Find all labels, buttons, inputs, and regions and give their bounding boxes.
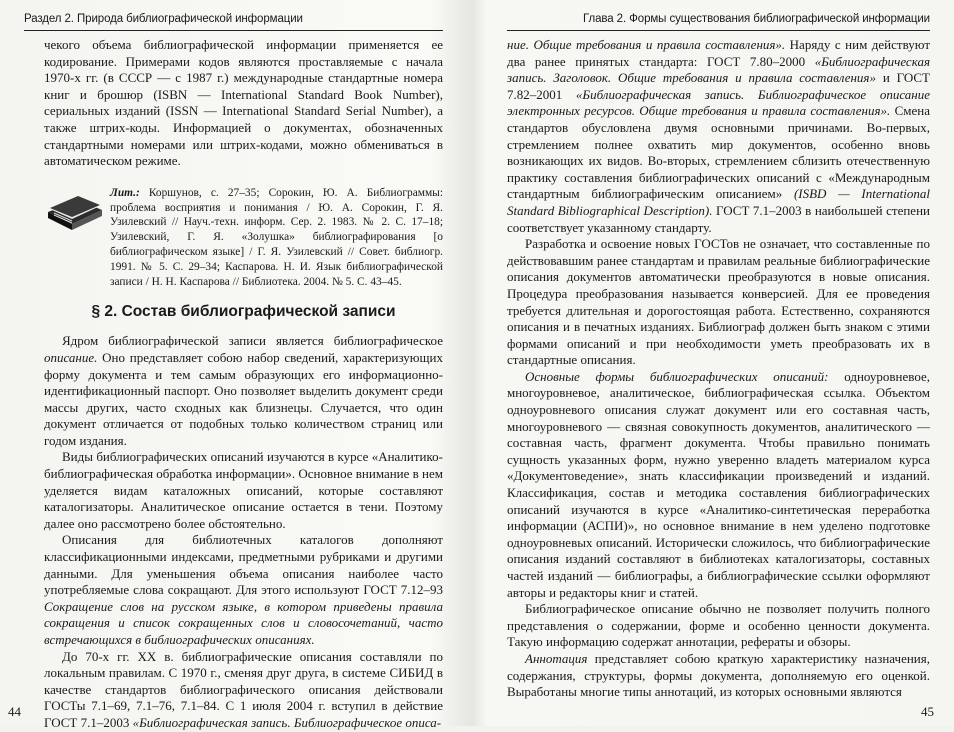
page-number: 45 [921,704,934,719]
paragraph: До 70-х гг. XX в. библиографические описания составляли по локальным правилам. С 1970 г., сменяя друг друга, в системе СИБИД в качестве стандартов библиографического описания действовали ГОСТы 7.1–69, 7.1–76, 7.1–84. С 1 июля 2004 г. вступил в действие ГОСТ 7.1–2003 «Библиографическая запись. Библиографическое описа- [44,648,443,730]
paragraph: Библиографическое описание обычно не позволяет получить полного представления о содержании, форме и особенно ценности документа. Такую информацию содержат аннотации, рефераты и обзоры. [507,601,930,650]
paragraph: Разработка и освоение новых ГОСТов не означает, что составленные по действовавшим ранее стандартам и правилам реальные библиографические описания документов автоматически преобразуются в новые описания. Процедура преобразования называется конверсией. Для ее проведения требуется длительная и дорогостоящая работа. Естественно, сохраняются описания и в печатных изданиях. Библиограф должен быть знаком с этими формами описаний и при необходимости уметь преобразовать их в стандартные описания. [507,236,930,368]
paragraph: Ядром библиографической записи является библиографическое описание. Оно представляет собою набор сведений, характеризующих форму документа и тем самым образующих его информационно-идентификационный паспорт. Оно позволяет выделить документ среди массы других, часто сходных как близнецы. Случается, что один документ отличается от подобных только количеством страниц или годом издания. [44,333,443,448]
left-page [0,0,475,730]
literature-text: Лит.: Коршунов, с. 27–35; Сорокин, Ю. А. Библиограммы: проблема восприятия и понимания / Ю. А. Сорокин, Г. Я. Узилевский // Науч.-техн. информ. Сер. 2. 1983. № 2. С. 17–18; Узилевский, Г. Я. «Золушка» библиографирования [о библиографическом языке] / Г. Я. Узилевский // Совет. библиогр. 1991. № 5. С. 29–34; Каспарова. Н. И. Язык библиографической записи / Н. Н. Каспарова // Библиотека. 2004. № 5. С. 43–45. [110,186,443,288]
right-running-header: Глава 2. Формы существования библиографической информации [507,8,930,31]
paragraph: Описания для библиотечных каталогов дополняют классификационными индексами, предметными рубриками и другими данными. Для уменьшения объема описания наиболее часто употребляемые слова сокращают. Для этого используют ГОСТ 7.12–93 Сокращение слов на русском языке, в котором приведены правила сокращения и список сокращенных слов и словосочетаний, часто встречающихся в библиографических описаниях. [44,532,443,648]
paragraph: Основные формы библиографических описаний: одноуровневое, многоуровневое, аналитическое, библиографическая ссылка. Объектом одноуровневого описания служат документ или его составная часть, многоуровневого — связная совокупность документов, аналитического — составная часть, фрагмент документа. Чтобы правильно понимать сущность указанных форм, нужно уверенно владеть материалом курса «Документоведение», знать классификации произведений и изданий. Классификация, состав и методика составления библиографических описаний изучаются в курсе «Аналитико-синтетическая переработка информации (АСПИ)», но основное внимание в нем уделено подготовке одноуровневых описаний. Исторически сложилось, что библиографические описания изданий составляют в библиотеках каталогизаторы, составных частей изданий — библиографы, а библиографические ссылки оформляют авторы и редакторы книг и статей. [507,368,930,600]
section-title: § 2. Состав библиографической записи [91,303,396,321]
paragraph: чекого объема библиографической информации применяется ее кодирование. Примерами кодов являются проставляемые с начала 1970-х гг. (в СССР — с 1987 г.) международные стандартные номера книг и брошюр (ISBN — International Standard Book Number), сериальных изданий (ISSN — International Standard Serial Number), а также штрих-коды. Информацией о документах, обозначенных стандартными номерами или штрих-кодами, можно обмениваться в автоматическом режиме. [44,37,443,169]
paragraph: ние. Общие требования и правила составления». Наряду с ним действуют два ранее принятых стандарта: ГОСТ 7.80–2000 «Библиографическая запись. Заголовок. Общие требования и правила составления» и ГОСТ 7.82–2001 «Библиографическая запись. Библиографическое описание электронных ресурсов. Общие требования и правила составления». Смена стандартов обусловлена двумя основными причинами. Во-первых, стремлением полнее охватить мир документов, особенно вновь возникающих их видов. Во-вторых, стремлением сблизить отечественную практику составления библиографических описаний с «Международным стандартным библиографическим описанием» (ISBD — International Standard Bibliographical Description). ГОСТ 7.1–2003 в наибольшей степени соответствует указанному стандарту. [507,37,931,235]
paragraph: Виды библиографических описаний изучаются в курсе «Аналитико-библиографическая обработка информации». Основное внимание в нем уделяется видам каталожных описаний, которые составляют каталогизаторы. Аналитическое описание остается в тени. Поэтому далее оно рассмотрено более обстоятельно. [44,449,444,531]
literature-note [44,186,443,290]
left-running-header: Раздел 2. Природа библиографической информации [24,8,443,31]
page-number: 44 [8,704,21,719]
book-icon [44,186,110,290]
literature-label: Лит.: [110,186,140,199]
right-page [487,0,954,726]
paragraph: Аннотация представляет собою краткую характеристику назначения, содержания, структуры, формы документа, дополняемую его оценкой. Выработаны многие типы аннотаций, из которых основными являются [507,650,930,700]
